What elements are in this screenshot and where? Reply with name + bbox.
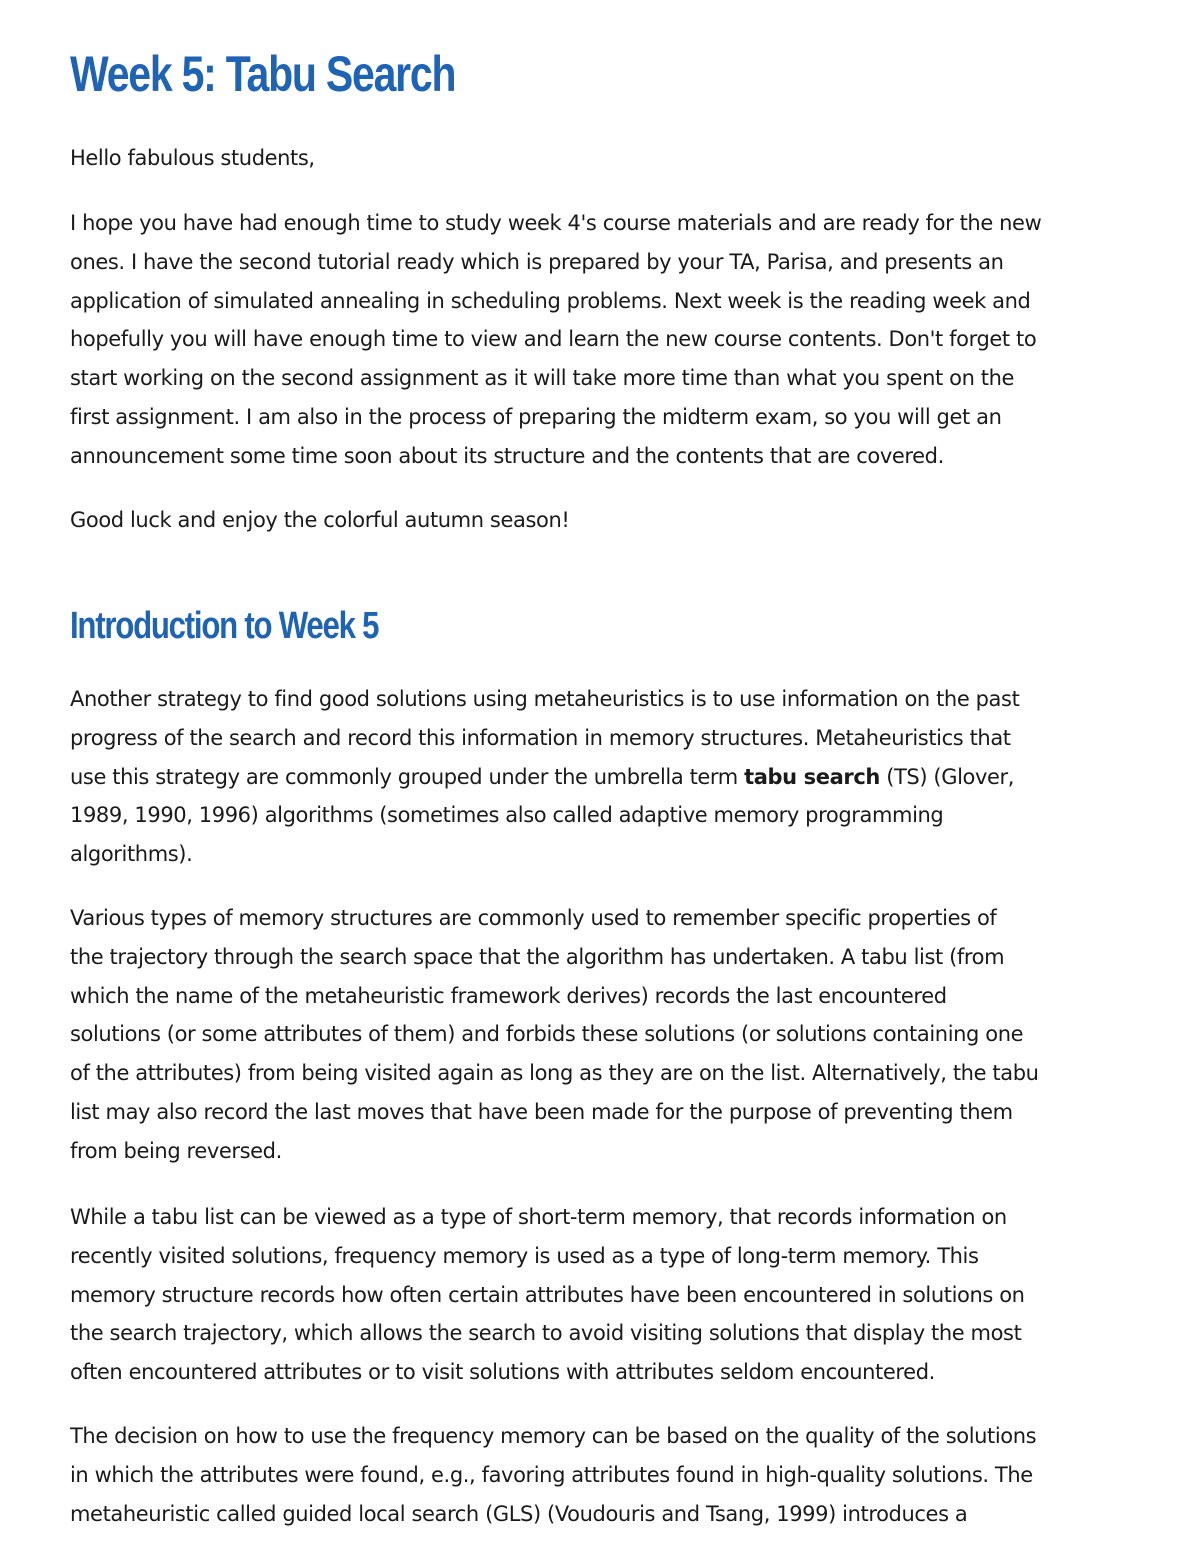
section-p3-line: recently visited solutions, frequency memory is used as a type of long-term memory. This: [70, 1243, 979, 1268]
intro-line: first assignment. I am also in the process of preparing the midterm exam, so you will get an: [70, 404, 1002, 429]
section-p3-line: While a tabu list can be viewed as a type of short-term memory, that records information on: [70, 1205, 1007, 1229]
section-paragraph-3: [70, 1198, 1135, 1392]
section-p3-line: memory structure records how often certain attributes have been encountered in solutions on: [70, 1282, 1025, 1307]
greeting-line: Hello fabulous students,: [70, 146, 315, 170]
section-paragraph-1: [70, 680, 1135, 874]
section-p4-line: in which the attributes were found, e.g., favoring attributes found in high-quality solutions. The: [70, 1462, 1033, 1487]
closing-line: Good luck and enjoy the colorful autumn season!: [70, 508, 570, 532]
section-p2-line: from being reversed.: [70, 1138, 282, 1163]
tabu-search-term: tabu search: [744, 764, 880, 789]
intro-line: application of simulated annealing in scheduling problems. Next week is the reading week and: [70, 288, 1031, 313]
section-p2-line: which the name of the metaheuristic framework derives) records the last encountered: [70, 983, 947, 1008]
section-p3-line: the search trajectory, which allows the search to avoid visiting solutions that display the most: [70, 1321, 1022, 1346]
section-p1-text: use this strategy are commonly grouped under the umbrella term: [70, 764, 745, 789]
section-p1-text: (TS) (Glover,: [879, 764, 1015, 789]
section-p2-line: solutions (or some attributes of them) and forbids these solutions (or solutions containing one: [70, 1022, 1024, 1047]
intro-line: hopefully you will have enough time to view and learn the new course contents. Don't forget to: [70, 327, 1037, 352]
greeting-paragraph: [70, 139, 1135, 178]
section-p1-line: progress of the search and record this information in memory structures. Metaheuristics that: [70, 725, 1011, 750]
section-heading: Introduction to Week 5: [70, 605, 379, 647]
section-p2-line: Various types of memory structures are commonly used to remember specific properties of: [70, 906, 997, 930]
section-p4-line: metaheuristic called guided local search (GLS) (Voudouris and Tsang, 1999) introduces a: [70, 1501, 968, 1526]
closing-paragraph: [70, 501, 1135, 540]
section-p1-line: 1989, 1990, 1996) algorithms (sometimes also called adaptive memory programming: [70, 803, 944, 828]
section-p2-line: list may also record the last moves that have been made for the purpose of preventing them: [70, 1099, 1013, 1124]
intro-line: ones. I have the second tutorial ready which is prepared by your TA, Parisa, and presents an: [70, 249, 1004, 274]
intro-line: announcement some time soon about its structure and the contents that are covered.: [70, 443, 944, 468]
section-paragraph-4: [70, 1417, 1135, 1533]
section-p4-line: The decision on how to use the frequency memory can be based on the quality of the solutions: [70, 1424, 1037, 1448]
intro-paragraph: [70, 204, 1135, 476]
section-p1-line: Another strategy to find good solutions using metaheuristics is to use information on the past: [70, 687, 1020, 711]
section-p2-line: of the attributes) from being visited again as long as they are on the list. Alternatively, the tabu: [70, 1061, 1039, 1086]
section-p1-line: [70, 758, 1135, 797]
section-p2-line: the trajectory through the search space that the algorithm has undertaken. A tabu list (from: [70, 944, 1005, 969]
section-p3-line: often encountered attributes or to visit solutions with attributes seldom encountered.: [70, 1360, 935, 1385]
page-title: Week 5: Tabu Search: [70, 46, 456, 102]
section-paragraph-2: [70, 899, 1135, 1171]
intro-line: I hope you have had enough time to study week 4's course materials and are ready for the new: [70, 211, 1042, 235]
intro-line: start working on the second assignment as it will take more time than what you spent on the: [70, 366, 1015, 391]
section-p1-line: algorithms).: [70, 842, 193, 867]
